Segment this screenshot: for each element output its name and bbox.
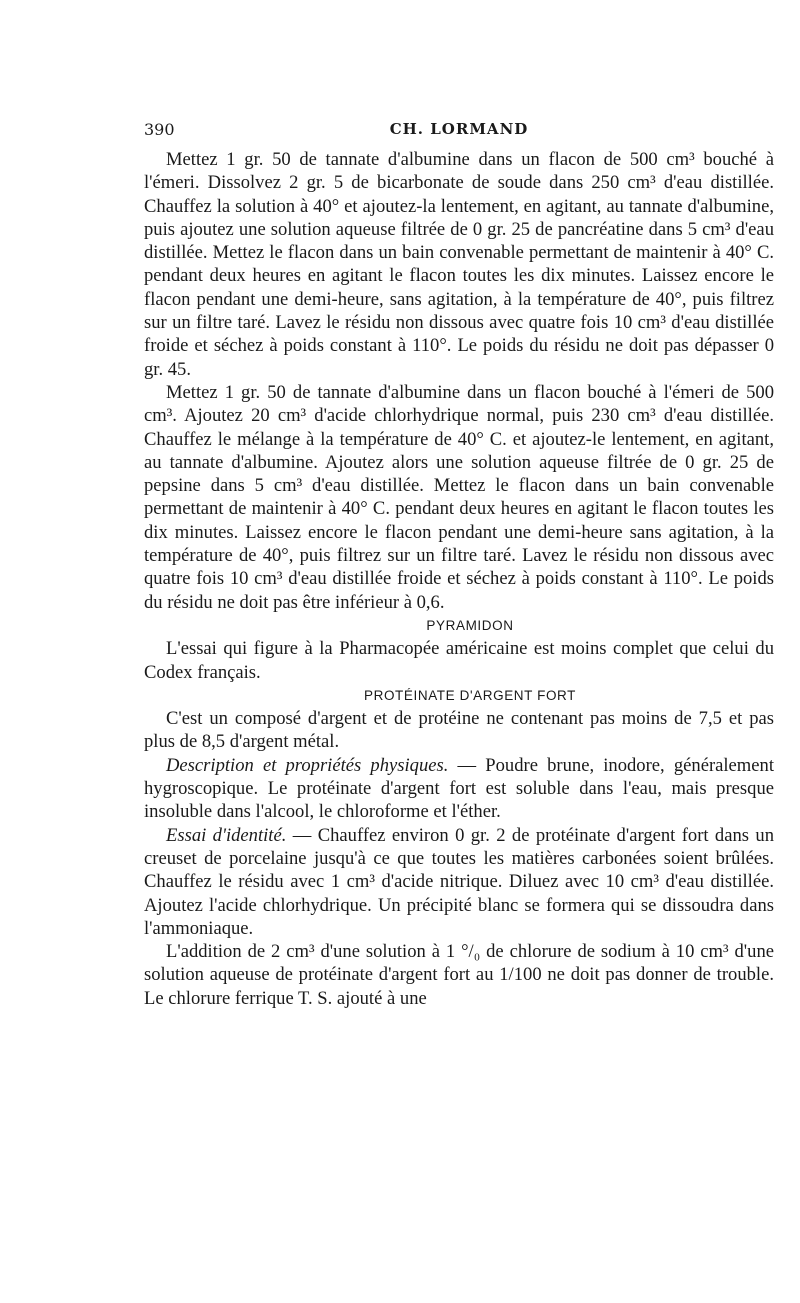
description-heading: Description et propriétés physiques. [166,754,449,776]
paragraph-pyramidon: L'essai qui figure à la Pharmacopée américaine est moins complet que celui du Codex français. [144,638,774,683]
page-header [144,120,774,144]
paragraph-chloride-test: L'addition de 2 cm³ d'une solution à 1 °/₀ de chlorure de sodium à 10 cm³ d'une solution aqueuse de protéinate d'argent fort au 1/100 ne doit pas donner de trouble. Le chlorure ferrique T. S. ajouté à une [144,941,774,1009]
page-number: 390 [144,120,175,139]
paragraph-tannate-pancreatin: Mettez 1 gr. 50 de tannate d'albumine dans un flacon de 500 cm³ bouché à l'émeri. Dissolvez 2 gr. 5 de bicarbonate de soude dans 250 cm³ d'eau distillée. Chauffez la solution à 40° et ajoutez-la lentement, en agitant, au tannate d'albumine, puis ajoutez une solution aqueuse filtrée de 0 gr. 25 de pancréatine dans 5 cm³ d'eau distillée. Mettez le flacon dans un bain convenable permettant de maintenir à 40° C. pendant deux heures en agitant le flacon toutes les dix minutes. Laissez encore le flacon pendant une demi-heure, sans agitation, à la température de 40°, puis filtrez sur un filtre taré. Lavez le résidu non dissous avec quatre fois 10 cm³ d'eau distillée froide et séchez à poids constant à 110°. Le poids du résidu ne doit pas dépasser 0 gr. 45. [144,149,774,380]
identity-heading: Essai d'identité. [166,824,287,846]
page-body [144,148,774,1010]
running-head: CH. LORMAND [389,120,529,138]
paragraph-description [144,754,774,824]
description-text: — Poudre brune, inodore, généralement hygroscopique. Le protéinate d'argent fort est soluble dans l'eau, mais presque insoluble dans l'alcool, le chloroforme et l'éther. [144,754,774,823]
identity-text: — Chauffez environ 0 gr. 2 de protéinate d'argent fort dans un creuset de porcelaine jusqu'à ce que toutes les matières carbonées soient brûlées. Chauffez le résidu avec 1 cm³ d'acide nitrique. Diluez avec 10 cm³ d'eau distillée. Ajoutez l'acide chlorhydrique. Un précipité blanc se formera qui se dissoudra dans l'ammoniaque. [144,824,774,939]
paragraph-identity-test [144,824,774,940]
section-title-proteinate: PROTÉINATE D'ARGENT FORT [364,687,576,703]
paragraph-proteinate-definition: C'est un composé d'argent et de protéine ne contenant pas moins de 7,5 et pas plus de 8,5 d'argent métal. [144,708,774,753]
paragraph-tannate-pepsin: Mettez 1 gr. 50 de tannate d'albumine dans un flacon bouché à l'émeri de 500 cm³. Ajoutez 20 cm³ d'acide chlorhydrique normal, puis 230 cm³ d'eau distillée. Chauffez le mélange à la température de 40° C. et ajoutez-le lentement, en agitant, au tannate d'albumine. Ajoutez alors une solution aqueuse filtrée de 0 gr. 25 de pepsine dans 5 cm³ d'eau distillée. Mettez le flacon dans un bain convenable permettant de maintenir à 40° C. pendant deux heures en agitant le flacon toutes les dix minutes. Laissez encore le flacon pendant une demi-heure sans agitation, à la température de 40°, puis filtrez sur un filtre taré. Lavez le résidu non dissous avec quatre fois 10 cm³ d'eau distillée froide et séchez à poids constant à 110°. Le poids du résidu ne doit pas être inférieur à 0,6. [144,381,774,613]
section-title-pyramidon: PYRAMIDON [426,617,514,633]
